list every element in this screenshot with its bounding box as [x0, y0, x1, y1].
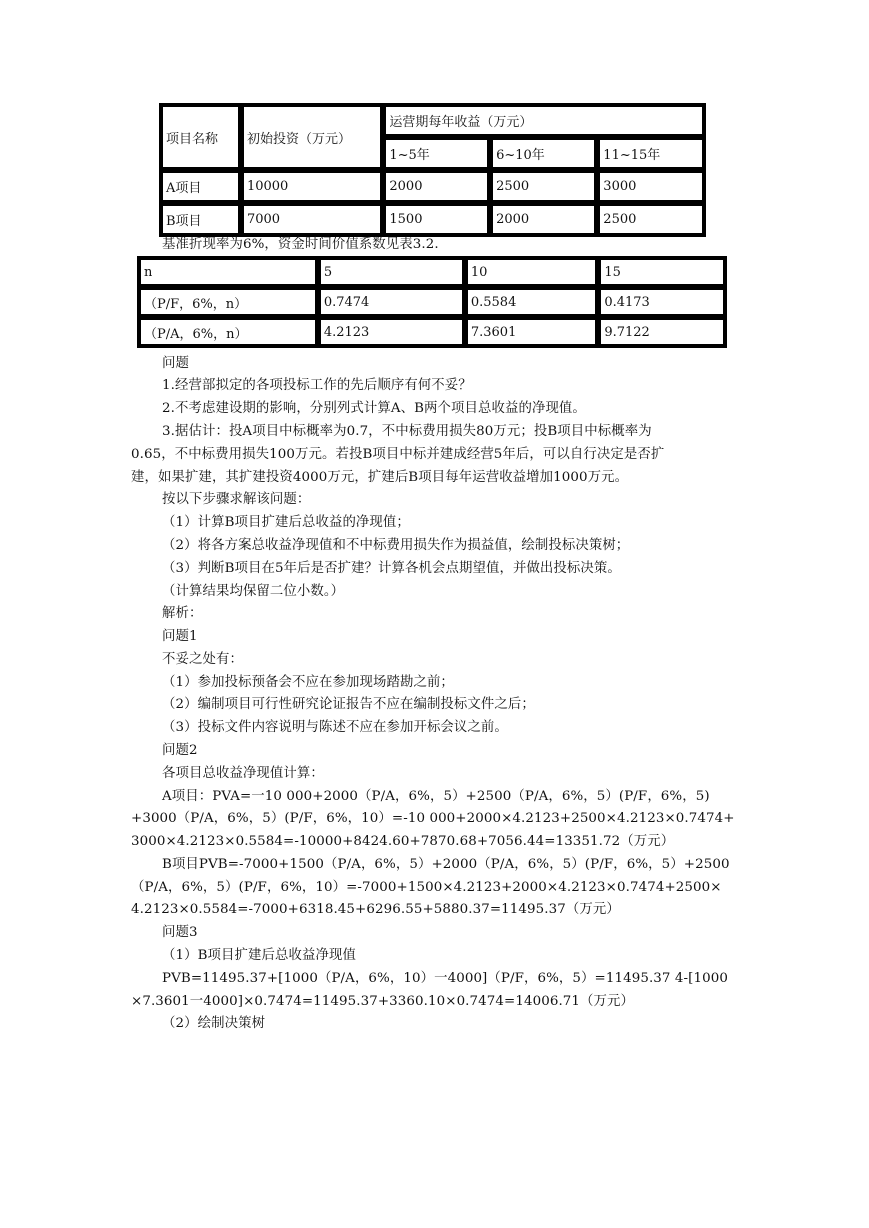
text-line: PVB=11495.37+[1000（P/A，6%，10）一4000]（P/F，6%，5）=11495.37 4-[1000	[162, 971, 728, 986]
cell-p2: 2000	[491, 204, 596, 235]
header-n-15: 15	[599, 258, 725, 286]
row-label: （P/F，6%，n）	[139, 288, 317, 316]
table-row	[139, 318, 725, 346]
header-period-1: 1~5年	[384, 138, 489, 169]
text-line: （3）投标文件内容说明与陈述不应在参加开标会议之前。	[162, 720, 508, 735]
text-line: 0.65，不中标费用损失100万元。若投B项目中标并建成经营5年后，可以自行决定是否扩	[131, 447, 665, 462]
text-line: （2）将各方案总收益净现值和不中标费用损失作为损益值，绘制投标决策树；	[162, 538, 630, 553]
header-n: n	[139, 258, 317, 286]
header-project-name: 项目名称	[161, 105, 240, 169]
row-label: （P/A，6%，n）	[139, 318, 317, 346]
text-line: 问题1	[162, 629, 198, 644]
investment-table	[159, 103, 706, 237]
cell-value: 0.7474	[319, 288, 464, 316]
table-row	[139, 288, 725, 316]
text-line: 各项目总收益净现值计算：	[162, 766, 324, 781]
text-line: 问题3	[162, 925, 198, 940]
text-line: （1）计算B项目扩建后总收益的净现值；	[162, 515, 410, 530]
text-line: A项目：PVA=一10 000+2000（P/A，6%，5）+2500（P/A，6%，5）(P/F，6%，5)	[162, 789, 710, 804]
cell-p1: 1500	[384, 204, 489, 235]
text-line: （1）参加投标预备会不应在参加现场踏勘之前；	[162, 675, 454, 690]
text-line: 不妥之处有：	[162, 652, 243, 667]
table-row	[161, 204, 704, 235]
header-initial-investment: 初始投资（万元）	[242, 105, 382, 169]
rate-note: 基准折现率为6%，资金时间价值系数见表3.2.	[162, 237, 439, 252]
text-line: （2）绘制决策树	[162, 1016, 266, 1031]
text-line: ×7.3601一4000]×0.7474=11495.37+3360.10×0.7474=14006.71（万元）	[131, 994, 634, 1009]
table-header-row	[139, 258, 725, 286]
text-line: B项目PVB=-7000+1500（P/A，6%，5）+2000（P/A，6%，5）(P/F，6%，5）+2500	[162, 857, 730, 872]
header-period-3: 11~15年	[598, 138, 704, 169]
text-line: 3.据估计：投A项目中标概率为0.7，不中标费用损失80万元；投B项目中标概率为	[162, 424, 652, 439]
text-line: 问题	[162, 356, 189, 371]
text-line: 建，如果扩建，其扩建投资4000万元，扩建后B项目每年运营收益增加1000万元。	[131, 470, 629, 485]
text-line: 解析：	[162, 606, 203, 621]
text-line: +3000（P/A，6%，5）(P/F，6%，10）=-10 000+2000×4.2123+2500×4.2123×0.7474+	[131, 811, 735, 826]
cell-p1: 2000	[384, 171, 489, 202]
cell-p2: 2500	[491, 171, 596, 202]
cell-value: 7.3601	[466, 318, 597, 346]
cell-invest: 7000	[242, 204, 382, 235]
cell-name: B项目	[161, 204, 240, 235]
text-line: 4.2123×0.5584=-7000+6318.45+6296.55+5880.37=11495.37（万元）	[131, 902, 620, 917]
cell-p3: 3000	[598, 171, 704, 202]
text-line: 问题2	[162, 743, 198, 758]
table-row	[161, 171, 704, 202]
header-n-5: 5	[319, 258, 464, 286]
text-line: （3）判断B项目在5年后是否扩建？计算各机会点期望值，并做出投标决策。	[162, 561, 621, 576]
text-line: 2.不考虑建设期的影响，分别列式计算A、B两个项目总收益的净现值。	[162, 401, 586, 416]
text-line: 3000×4.2123×0.5584=-10000+8424.60+7870.68+7056.44=13351.72（万元）	[131, 834, 675, 849]
text-line: （2）编制项目可行性研究论证报告不应在编制投标文件之后；	[162, 697, 535, 712]
cell-value: 0.5584	[466, 288, 597, 316]
cell-invest: 10000	[242, 171, 382, 202]
cell-name: A项目	[161, 171, 240, 202]
header-n-10: 10	[466, 258, 597, 286]
text-line: （计算结果均保留二位小数。）	[162, 584, 345, 599]
header-period-2: 6~10年	[491, 138, 596, 169]
cell-value: 4.2123	[319, 318, 464, 346]
cell-p3: 2500	[598, 204, 704, 235]
text-line: （1）B项目扩建后总收益净现值	[162, 948, 356, 963]
text-line: 按以下步骤求解该问题：	[162, 492, 311, 507]
text-line: 1.经营部拟定的各项投标工作的先后顺序有何不妥？	[162, 378, 472, 393]
text-line: （P/A，6%，5）(P/F，6%，10）=-7000+1500×4.2123+2000×4.2123×0.7474+2500×	[131, 880, 722, 895]
header-annual-revenue: 运营期每年收益（万元）	[384, 105, 704, 136]
cell-value: 0.4173	[599, 288, 725, 316]
coefficient-table	[137, 256, 727, 348]
cell-value: 9.7122	[599, 318, 725, 346]
